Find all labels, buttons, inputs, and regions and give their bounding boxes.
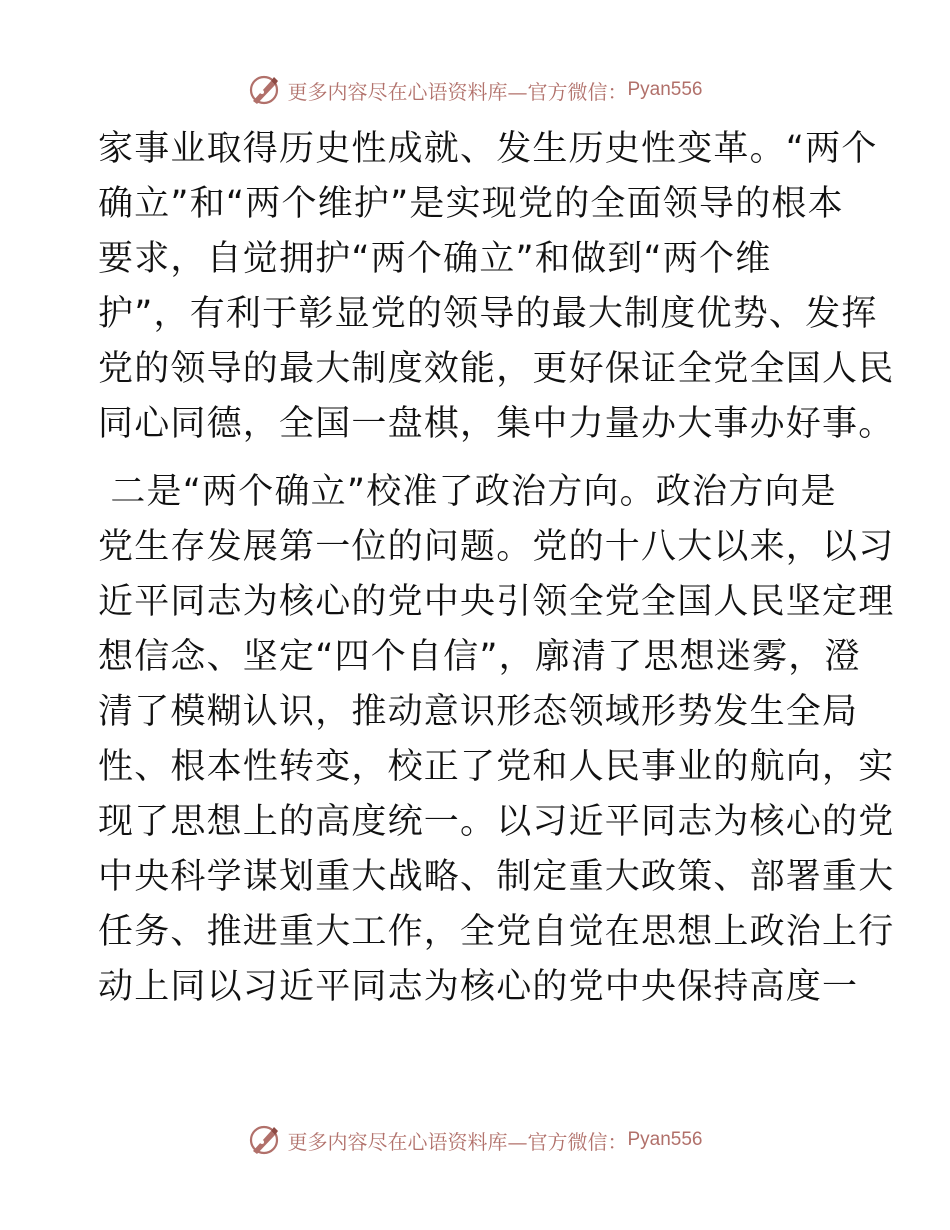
text-line: 清了模糊认识，推动意识形态领域形势发生全局: [98, 692, 859, 732]
text-line: 党生存发展第一位的问题。党的十八大以来，以习: [98, 527, 895, 567]
text-line: 护”，有利于彰显党的领导的最大制度优势、发挥: [98, 294, 878, 334]
paragraph-2: [98, 465, 895, 1015]
text-line: 中央科学谋划重大战略、制定重大政策、部署重大: [98, 857, 895, 897]
text-line: 近平同志为核心的党中央引领全党全国人民坚定理: [98, 582, 895, 622]
text-line: 现了思想上的高度统一。以习近平同志为核心的党: [98, 802, 895, 842]
text-line: 动上同以习近平同志为核心的党中央保持高度一: [98, 967, 859, 1007]
pen-circle-logo-icon: [247, 1123, 281, 1157]
text-line: 任务、推进重大工作，全党自觉在思想上政治上行: [98, 912, 895, 952]
watermark-wechat-id: Pyan556: [627, 1129, 703, 1150]
text-line: 家事业取得历史性成就、发生历史性变革。“两个: [98, 129, 878, 169]
header-watermark: [0, 70, 950, 110]
text-line: 二是“两个确立”校准了政治方向。政治方向是: [98, 472, 837, 512]
text-line: 性、根本性转变，校正了党和人民事业的航向，实: [98, 747, 895, 787]
text-line: 党的领导的最大制度效能，更好保证全党全国人民: [98, 349, 895, 389]
text-line: 要求，自觉拥护“两个确立”和做到“两个维: [98, 239, 772, 279]
footer-watermark: [0, 1120, 950, 1160]
paragraph-1: [98, 122, 895, 452]
watermark-text: 更多内容尽在心语资料库—官方微信：: [287, 1129, 628, 1154]
text-line: 想信念、坚定“四个自信”，廓清了思想迷雾，澄: [98, 637, 861, 677]
watermark-text: 更多内容尽在心语资料库—官方微信：: [287, 79, 628, 104]
watermark-wechat-id: Pyan556: [627, 79, 703, 100]
pen-circle-logo-icon: [247, 73, 281, 107]
text-line: 同心同德，全国一盘棋，集中力量办大事办好事。: [98, 404, 895, 444]
document-body: [98, 122, 895, 1015]
text-line: 确立”和“两个维护”是实现党的全面领导的根本: [98, 184, 844, 224]
